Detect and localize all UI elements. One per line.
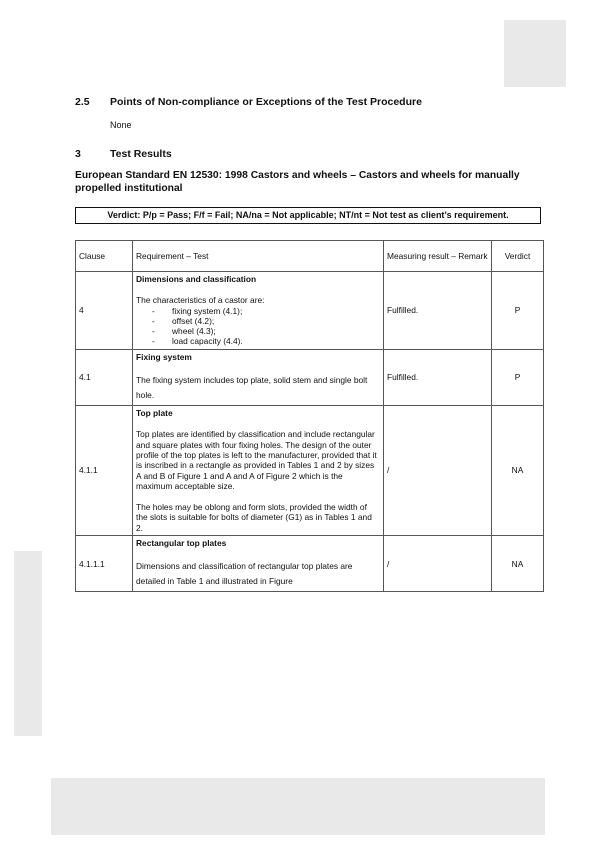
table-row (76, 536, 544, 592)
section-number: 3 (75, 148, 81, 160)
result-cell: / (384, 536, 492, 592)
redacted-header-block (504, 20, 566, 87)
clause-cell: 4 (76, 272, 133, 350)
header-clause: Clause (76, 241, 133, 272)
requirement-intro: The characteristics of a castor are: (136, 295, 265, 306)
list-item: - wheel (4.3); (152, 326, 380, 336)
requirement-cell (133, 272, 384, 350)
table-header-row (76, 241, 544, 272)
section-2-5-body: None (110, 120, 132, 130)
clause-cell: 4.1.1 (76, 406, 133, 536)
header-measuring-result: Measuring result – Remark (384, 241, 492, 272)
table-row (76, 406, 544, 536)
header-verdict: Verdict (492, 241, 544, 272)
section-heading-3 (75, 148, 535, 162)
redacted-footer-block (51, 778, 545, 835)
requirement-paragraph: The holes may be oblong and form slots, provided the width of the slots is suitable for bolts of diameter (G1) as in Tables 1 and 2. (136, 502, 372, 533)
verdict-cell: NA (492, 536, 544, 592)
verdict-cell: P (492, 272, 544, 350)
section-title: Test Results (110, 148, 172, 160)
requirement-text: Dimensions and classification of rectangular top plates are detailed in Table 1 and illustrated in Figure (136, 561, 353, 587)
result-cell: Fulfilled. (384, 349, 492, 405)
section-title: Points of Non-compliance or Exceptions of the Test Procedure (110, 96, 422, 108)
result-cell: Fulfilled. (384, 272, 492, 350)
requirement-title: Dimensions and classification (136, 274, 257, 284)
test-results-table (75, 240, 544, 592)
standard-title: European Standard EN 12530: 1998 Castors and wheels – Castors and wheels for manually propelled institutional (75, 170, 520, 194)
header-requirement: Requirement – Test (133, 241, 384, 272)
requirement-text: The fixing system includes top plate, solid stem and single bolt hole. (136, 375, 368, 401)
requirement-paragraph: Top plates are identified by classification and include rectangular and square plates with four fixing holes. The design of the outer profile of the top plates is left to the manufacturer, provided that it is inscribed in a rectangle as provided in Tables 1 and 2 by sizes A and B of Figure 1 and A and A of Figure 2 which is the maximum acceptable size. (136, 429, 377, 491)
section-number: 2.5 (75, 96, 90, 108)
clause-cell: 4.1.1.1 (76, 536, 133, 592)
list-item: - fixing system (4.1); (152, 306, 380, 316)
verdict-cell: NA (492, 406, 544, 536)
verdict-cell: P (492, 349, 544, 405)
requirement-cell (133, 349, 384, 405)
table-row (76, 272, 544, 350)
requirement-title: Rectangular top plates (136, 538, 227, 549)
requirement-title: Top plate (136, 408, 173, 419)
list-item: - offset (4.2); (152, 316, 380, 326)
requirement-cell (133, 406, 384, 536)
verdict-legend: Verdict: P/p = Pass; F/f = Fail; NA/na = Not applicable; NT/nt = Not test as client’s requirement. (75, 207, 541, 224)
requirement-cell (133, 536, 384, 592)
list-item: - load capacity (4.4). (152, 336, 380, 346)
clause-cell: 4.1 (76, 349, 133, 405)
requirement-title: Fixing system (136, 351, 192, 362)
result-cell: / (384, 406, 492, 536)
characteristics-list (136, 306, 380, 347)
table-row (76, 349, 544, 405)
redacted-side-block (14, 551, 42, 736)
section-heading-2-5 (75, 96, 535, 110)
